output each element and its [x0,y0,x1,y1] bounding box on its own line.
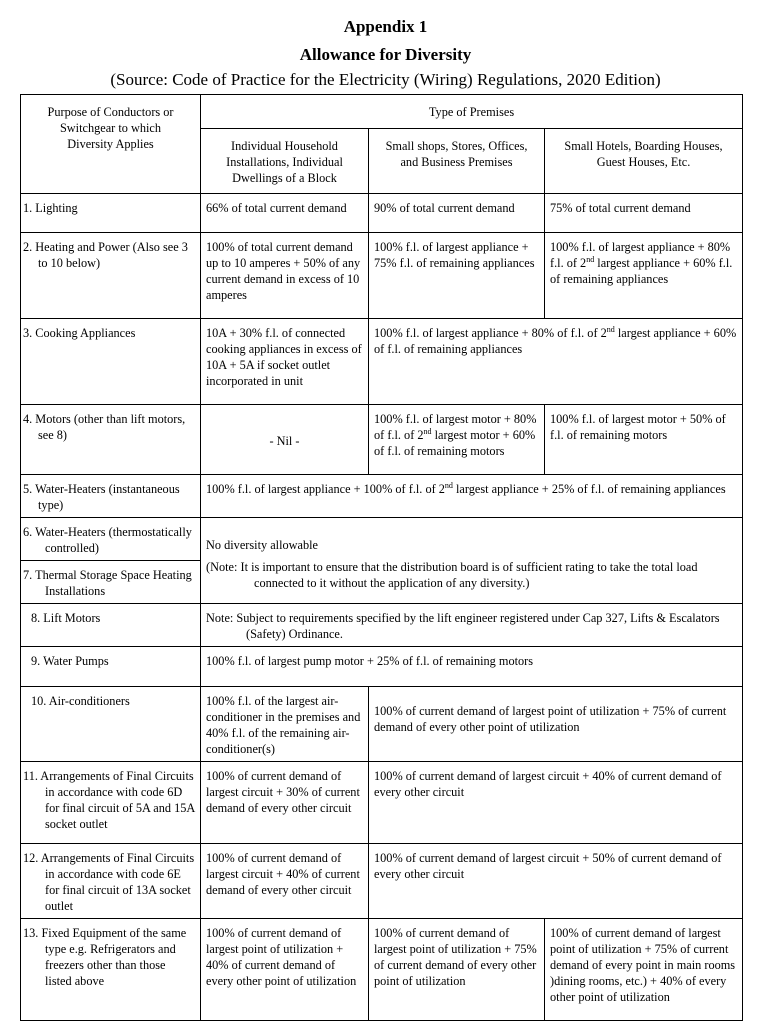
cell-all-premises: 100% f.l. of largest appliance + 100% of f.l. of 2nd largest appliance + 25% of f.l. of remaining appliances [201,475,743,518]
cell-lift-note: Note: Subject to requirements specified by the lift engineer registered under Cap 327, Lifts & Escalators (Safety) Ordinance. [201,604,743,647]
cell-shops-hotels: 100% of current demand of largest circuit + 50% of current demand of every other circuit [369,844,743,919]
cell-household: 100% f.l. of the largest air-conditioner in the premises and 40% f.l. of the remaining air-conditioner(s) [201,687,369,762]
row-label: 3. Cooking Appliances [21,319,201,405]
appendix-subtitle: Allowance for Diversity [299,45,472,64]
no-diversity-text: No diversity allowable [206,537,319,552]
row-label: 11. Arrangements of Final Circuits in accordance with code 6D for final circuit of 5A and 15A socket outlet [21,762,201,844]
row-cooking [21,319,743,405]
no-diversity-note: (Note: It is important to ensure that the distribution board is of sufficient rating to take the total load connected to it without the application of any diversity.) [206,559,698,590]
cell-household: 100% of current demand of largest circuit + 30% of current demand of every other circuit [201,762,369,844]
row-label: 7. Thermal Storage Space Heating Installations [21,561,201,604]
row-label: 13. Fixed Equipment of the same type e.g. Refrigerators and freezers other than those listed above [21,919,201,1021]
appendix-title: Appendix 1 [343,17,428,36]
row-label: 8. Lift Motors [21,604,201,647]
row-lighting [21,194,743,233]
row-label: 12. Arrangements of Final Circuits in accordance with code 6E for final circuit of 13A socket outlet [21,844,201,919]
row-label: 10. Air-conditioners [21,687,201,762]
cell-shops-hotels: 100% f.l. of largest appliance + 80% of f.l. of 2nd largest appliance + 60% of f.l. of remaining appliances [369,319,743,405]
cell-household: 66% of total current demand [201,194,369,233]
cell-shops-hotels: 100% of current demand of largest point of utilization + 75% of current demand of every other point of utilization [369,687,743,762]
cell-shops: 100% f.l. of largest appliance + 75% f.l. of remaining appliances [369,233,545,319]
source-line: (Source: Code of Practice for the Electricity (Wiring) Regulations, 2020 Edition) [110,70,661,89]
cell-no-diversity [201,518,743,604]
row-final-13a [21,844,743,919]
row-fixed-equipment [21,919,743,1021]
header-type-of-premises: Type of Premises [201,95,743,129]
row-aircon [21,687,743,762]
cell-hotels: 100% of current demand of largest point of utilization + 75% of current demand of every point in main rooms )dining rooms, etc.) + 40% of every other point of utilization [545,919,743,1021]
header-col-household: Individual Household Installations, Individual Dwellings of a Block [201,129,369,194]
cell-household: 10A + 30% f.l. of connected cooking appliances in excess of 10A + 5A if socket outlet incorporated in unit [201,319,369,405]
cell-hotels: 100% f.l. of largest appliance + 80% f.l. of 2nd largest appliance + 60% f.l. of remaining appliances [545,233,743,319]
cell-household: 100% of total current demand up to 10 amperes + 50% of any current demand in excess of 10 amperes [201,233,369,319]
row-water-thermo [21,518,743,561]
cell-household: 100% of current demand of largest circuit + 40% of current demand of every other circuit [201,844,369,919]
row-lift [21,604,743,647]
cell-household: 100% of current demand of largest point of utilization + 40% of current demand of every other point of utilization [201,919,369,1021]
cell-shops-hotels: 100% of current demand of largest circuit + 40% of current demand of every other circuit [369,762,743,844]
row-water-instant [21,475,743,518]
row-label: 9. Water Pumps [21,647,201,687]
row-final-5a [21,762,743,844]
cell-shops: 100% f.l. of largest motor + 80% of f.l. of 2nd largest motor + 60% of f.l. of remaining motors [369,405,545,475]
row-label: 4. Motors (other than lift motors, see 8) [21,405,201,475]
cell-hotels: 75% of total current demand [545,194,743,233]
header-row-1 [21,95,743,129]
cell-all-premises: 100% f.l. of largest pump motor + 25% of f.l. of remaining motors [201,647,743,687]
row-label: 5. Water-Heaters (instantaneous type) [21,475,201,518]
header-col-hotels: Small Hotels, Boarding Houses, Guest Houses, Etc. [545,129,743,194]
cell-shops: 90% of total current demand [369,194,545,233]
row-label: 1. Lighting [21,194,201,233]
cell-hotels: 100% f.l. of largest motor + 50% of f.l. of remaining motors [545,405,743,475]
row-label: 6. Water-Heaters (thermostatically controlled) [21,518,201,561]
cell-household: - Nil - [201,405,369,475]
row-label: 2. Heating and Power (Also see 3 to 10 below) [21,233,201,319]
row-heating [21,233,743,319]
row-motors [21,405,743,475]
header-col-shops: Small shops, Stores, Offices, and Business Premises [369,129,545,194]
diversity-table [20,94,743,1021]
cell-shops: 100% of current demand of largest point of utilization + 75% of current demand of every other point of utilization [369,919,545,1021]
row-pumps [21,647,743,687]
header-purpose: Purpose of Conductors or Switchgear to which Diversity Applies [21,95,201,194]
